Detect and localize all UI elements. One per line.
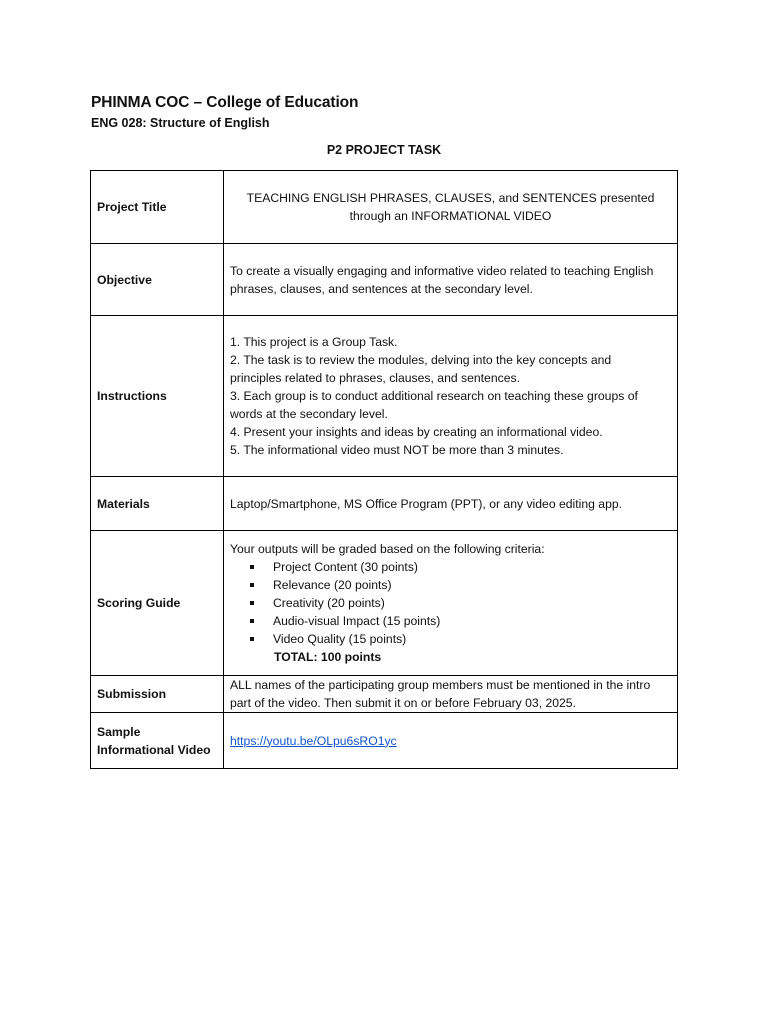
table-row-scoring-guide (91, 531, 678, 676)
sample-video-value (224, 713, 678, 769)
criteria-item (250, 630, 671, 648)
table-row-materials (91, 477, 678, 531)
institution-title: PHINMA COC – College of Education (91, 94, 359, 111)
submission-line: ALL names of the participating group members must be mentioned in the intro (230, 678, 651, 692)
table-row-sample-video (91, 713, 678, 769)
table-row-instructions (91, 316, 678, 477)
submission-value (224, 676, 678, 713)
scoring-guide-value (224, 531, 678, 676)
instruction-line: 3. Each group is to conduct additional research on teaching these groups of (230, 389, 638, 403)
criteria-text: Audio-visual Impact (15 points) (273, 614, 441, 628)
table-row-objective (91, 244, 678, 316)
criteria-item (250, 612, 671, 630)
table-row-project-title (91, 171, 678, 244)
criteria-item (250, 576, 671, 594)
objective-label: Objective (91, 244, 224, 316)
sample-video-label (91, 713, 224, 769)
bullet-icon (250, 565, 254, 569)
bullet-icon (250, 583, 254, 587)
criteria-item (250, 594, 671, 612)
instruction-line: words at the secondary level. (230, 407, 388, 421)
instruction-line: 5. The informational video must NOT be more than 3 minutes. (230, 443, 564, 457)
table-row-submission (91, 676, 678, 713)
criteria-item (250, 558, 671, 576)
objective-line: To create a visually engaging and informative video related to teaching English (230, 263, 654, 278)
project-title-value (224, 171, 678, 244)
instruction-line: 4. Present your insights and ideas by creating an informational video. (230, 425, 603, 439)
submission-label: Submission (91, 676, 224, 713)
criteria-text: Relevance (20 points) (273, 578, 392, 592)
materials-value: Laptop/Smartphone, MS Office Program (PPT), or any video editing app. (224, 477, 678, 531)
criteria-text: Project Content (30 points) (273, 560, 418, 574)
project-title-line: through an INFORMATIONAL VIDEO (349, 209, 552, 223)
criteria-list (230, 558, 671, 648)
instruction-line: principles related to phrases, clauses, and sentences. (230, 371, 520, 385)
project-title-line: TEACHING ENGLISH PHRASES, CLAUSES, and SENTENCES presented (246, 191, 655, 205)
sample-video-label-line: Sample (97, 724, 141, 739)
bullet-icon (250, 637, 254, 641)
objective-line: phrases, clauses, and sentences at the secondary level. (230, 281, 533, 296)
materials-label: Materials (91, 477, 224, 531)
submission-line: part of the video. Then submit it on or before February 03, 2025. (230, 696, 576, 710)
objective-value (224, 244, 678, 316)
bullet-icon (250, 619, 254, 623)
bullet-icon (250, 601, 254, 605)
sample-video-label-line: Informational Video (97, 742, 211, 757)
scoring-intro: Your outputs will be graded based on the following criteria: (230, 542, 545, 556)
criteria-text: Creativity (20 points) (273, 596, 385, 610)
sample-video-link[interactable]: https://youtu.be/OLpu6sRO1yc (230, 733, 397, 748)
instructions-value (224, 316, 678, 477)
project-title-label: Project Title (91, 171, 224, 244)
instruction-line: 2. The task is to review the modules, delving into the key concepts and (230, 353, 612, 367)
scoring-total: TOTAL: 100 points (274, 650, 382, 664)
project-task-table (90, 170, 678, 769)
course-title: ENG 028: Structure of English (91, 116, 270, 130)
instruction-line: 1. This project is a Group Task. (230, 335, 398, 349)
document-heading: P2 PROJECT TASK (326, 143, 442, 157)
instructions-label: Instructions (91, 316, 224, 477)
criteria-text: Video Quality (15 points) (273, 632, 407, 646)
scoring-guide-label: Scoring Guide (91, 531, 224, 676)
